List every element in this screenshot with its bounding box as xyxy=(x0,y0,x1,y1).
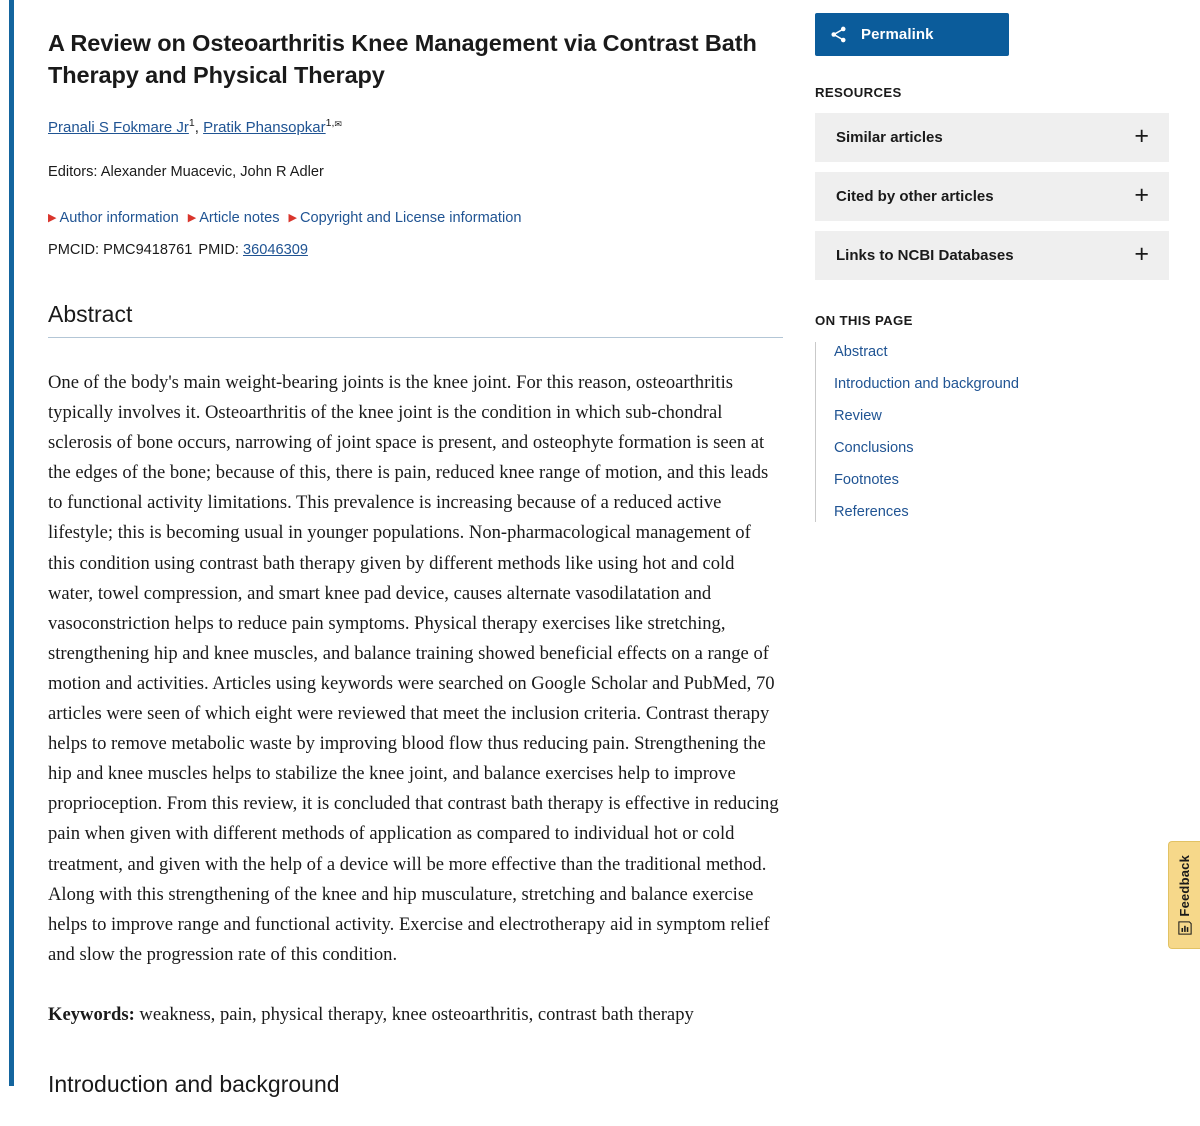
feedback-tab[interactable] xyxy=(1168,841,1200,949)
author-separator: , xyxy=(194,119,204,136)
abstract-text: One of the body's main weight-bearing joints is the knee joint. For this reason, osteoarthritis typically involves it. Osteoarthritis of the knee joint is the condition in which sub-chondral sclerosis of bone occurs, narrowing of joint space is present, and osteophyte formation is seen at the edges of the bone; because of this, there is pain, reduced knee range of motion, and this leads to functional activity limitations. This prevalence is increasing because of a reduced active lifestyle; this is becoming usual in younger populations. Non-pharmacological management of this condition using contrast bath therapy given by different methods like using hot and cold water, towel compression, and smart knee pad device, causes alternate vasodilatation and vasoconstriction helps to reduce pain symptoms. Physical therapy exercises like stretching, strengthening hip and knee muscles, and balance training showed beneficial effects on a range of motion and activities. Articles using keywords were searched on Google Scholar and PubMed, 70 articles were seen of which eight were reviewed that meet the inclusion criteria. Contrast therapy helps to remove metabolic waste by improving blood flow thus reducing pain. Strengthening the hip and knee muscles helps to stabilize the knee joint, and balance exercises help to improve proprioception. From this review, it is concluded that contrast bath therapy is effective in reducing pain when given with different methods of application as compared to individual hot or cold treatment, and given with the help of a device will be more effective than the traditional method. Along with this strengthening of the knee and hip musculature, stretching and balance exercise helps to improve range and functional activity. Exercise and electrotherapy aid in symptom relief and slow the progression rate of this condition. xyxy=(48,372,779,965)
pmcid-label: PMCID: xyxy=(48,242,100,258)
toc-item-review[interactable]: Review xyxy=(834,408,882,424)
resources-heading: RESOURCES xyxy=(815,85,902,100)
introduction-heading: Introduction and background xyxy=(48,1070,340,1097)
toc-item-footnotes[interactable]: Footnotes xyxy=(834,472,899,488)
article-info-links xyxy=(48,208,784,229)
page-title: A Review on Osteoarthritis Knee Management via Contrast Bath Therapy and Physical Therapy xyxy=(48,30,757,88)
toc-item-abstract[interactable]: Abstract xyxy=(834,344,888,360)
plus-icon[interactable]: + xyxy=(1134,122,1149,150)
on-this-page-nav xyxy=(815,342,1169,522)
author-affiliation-1: 1 xyxy=(188,117,195,129)
keywords-values: weakness, pain, physical therapy, knee osteoarthritis, contrast bath therapy xyxy=(139,1003,694,1025)
article-notes-link[interactable]: Article notes xyxy=(199,210,280,226)
author-link-1[interactable]: Pranali S Fokmare Jr xyxy=(48,119,189,136)
toc-item-conclusions[interactable]: Conclusions xyxy=(834,440,914,456)
toc-item-introduction-and-background[interactable]: Introduction and background xyxy=(834,376,1019,392)
right-sidebar xyxy=(815,0,1169,522)
author-affiliation-2: 1, xyxy=(325,117,335,129)
on-this-page-heading: ON THIS PAGE xyxy=(815,313,913,328)
author-information-link[interactable]: Author information xyxy=(59,210,179,226)
corresponding-author-envelope-icon[interactable]: ✉ xyxy=(334,119,342,129)
accordion-item-links-to-ncbi-databases[interactable] xyxy=(815,231,1169,280)
triangle-right-icon: ▶ xyxy=(187,212,197,224)
article-identifiers xyxy=(48,240,784,260)
editors-line: Editors: Alexander Muacevic, John R Adler xyxy=(48,164,324,180)
accordion-item-cited-by-other-articles[interactable] xyxy=(815,172,1169,221)
chart-icon xyxy=(1178,921,1192,935)
left-accent-rail xyxy=(9,0,14,1086)
abstract-heading: Abstract xyxy=(48,299,783,338)
toc-item-references[interactable]: References xyxy=(834,504,909,520)
feedback-label: Feedback xyxy=(1177,855,1192,917)
author-link-2[interactable]: Pratik Phansopkar xyxy=(203,119,326,136)
article-main-column xyxy=(48,0,784,1126)
accordion-label: Links to NCBI Databases xyxy=(836,247,1014,264)
keywords-label: Keywords: xyxy=(48,1003,135,1025)
resources-accordion xyxy=(815,113,1169,280)
triangle-right-icon: ▶ xyxy=(48,212,57,224)
plus-icon[interactable]: + xyxy=(1134,181,1149,209)
keywords-line xyxy=(48,1000,781,1030)
triangle-right-icon: ▶ xyxy=(288,212,297,224)
accordion-item-similar-articles[interactable] xyxy=(815,113,1169,162)
copyright-license-link[interactable]: Copyright and License information xyxy=(299,210,522,226)
accordion-label: Cited by other articles xyxy=(836,188,994,205)
pmid-label: PMID: xyxy=(198,242,239,258)
permalink-button[interactable] xyxy=(815,13,1009,56)
plus-icon[interactable]: + xyxy=(1134,240,1149,268)
pmid-link[interactable]: 36046309 xyxy=(243,242,308,258)
accordion-label: Similar articles xyxy=(836,129,943,146)
permalink-label: Permalink xyxy=(861,26,934,43)
share-icon xyxy=(815,25,861,44)
pmcid-value: PMC9418761 xyxy=(103,242,193,258)
author-list xyxy=(48,113,784,138)
